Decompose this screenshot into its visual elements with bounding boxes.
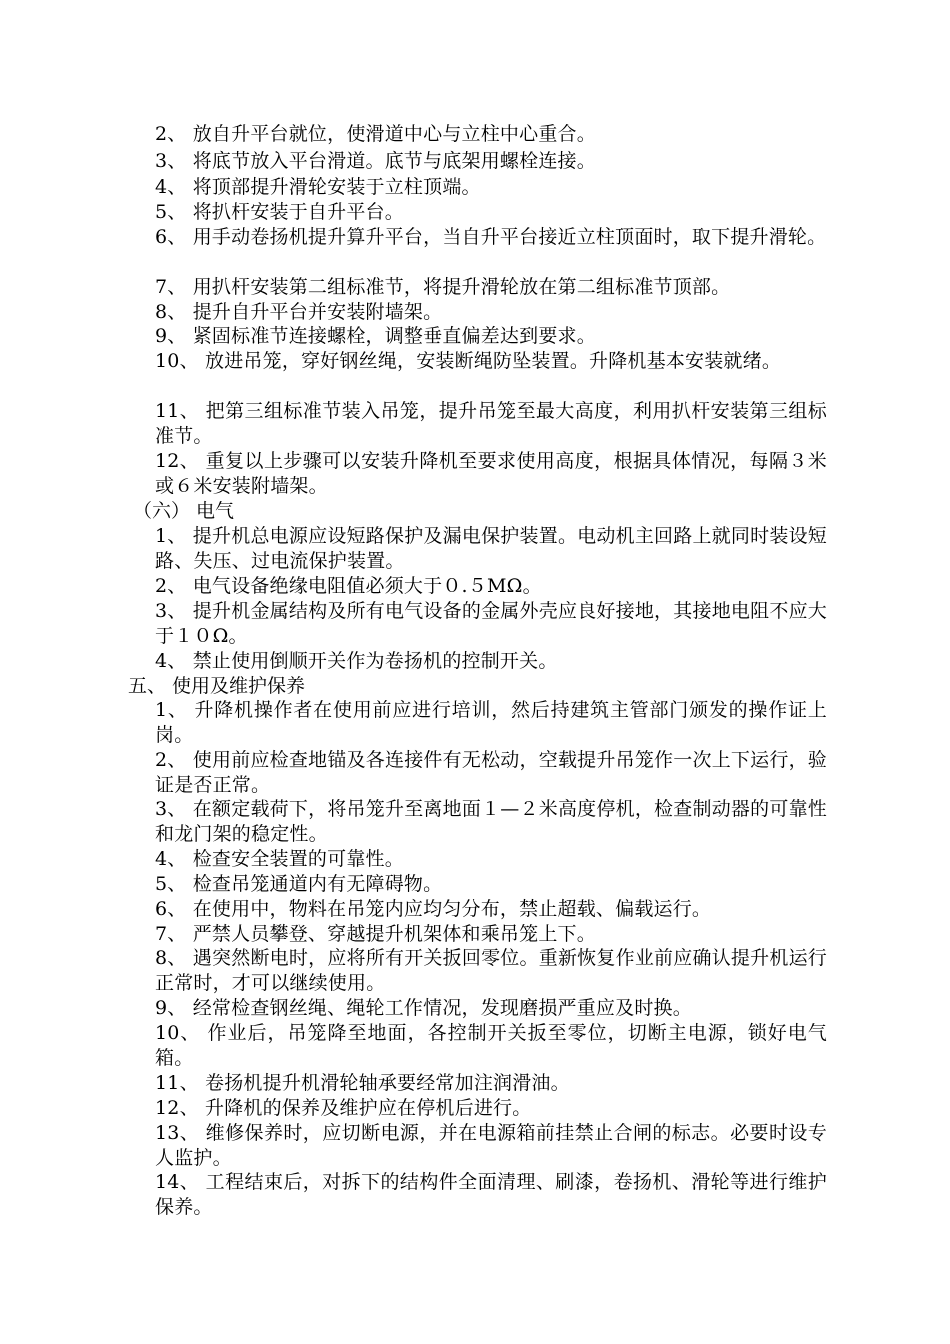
step-item: 8、 提升自升平台并安装附墙架。 [155, 301, 443, 323]
usage-item: 4、 检查安全装置的可靠性。 [155, 848, 404, 870]
step-item: 3、 将底节放入平台滑道。底节与底架用螺栓连接。 [155, 150, 596, 172]
usage-item: 12、 升降机的保养及维护应在停机后进行。 [155, 1097, 532, 1119]
usage-item: 1、 升降机操作者在使用前应进行培训，然后持建筑主管部门颁发的操作证上岗。 [155, 699, 827, 746]
electrical-item: 3、 提升机金属结构及所有电气设备的金属外壳应良好接地，其接地电阻不应大于１０Ω。 [155, 600, 827, 647]
step-item: 11、 把第三组标准节装入吊笼，提升吊笼至最大高度，利用扒杆安装第三组标准节。 [155, 400, 827, 447]
usage-item: 10、 作业后，吊笼降至地面，各控制开关扳至零位，切断主电源，锁好电气箱。 [155, 1022, 827, 1069]
section-heading-electrical: （六） 电气 [133, 500, 235, 522]
step-item: 4、 将顶部提升滑轮安装于立柱顶端。 [155, 176, 481, 198]
usage-item: 3、 在额定载荷下，将吊笼升至离地面１—２米高度停机，检查制动器的可靠性和龙门架的稳定性。 [155, 798, 827, 845]
usage-item: 2、 使用前应检查地锚及各连接件有无松动，空载提升吊笼作一次上下运行，验证是否正常。 [155, 749, 827, 796]
electrical-item: 1、 提升机总电源应设短路保护及漏电保护装置。电动机主回路上就同时装设短路、失压、过电流保护装置。 [155, 525, 827, 572]
section-heading-usage-maintenance: 五、 使用及维护保养 [128, 675, 306, 697]
usage-item: 14、 工程结束后，对拆下的结构件全面清理、刷漆，卷扬机、滑轮等进行维护保养。 [155, 1171, 827, 1218]
step-item: 9、 紧固标准节连接螺栓，调整垂直偏差达到要求。 [155, 325, 596, 347]
usage-item: 5、 检查吊笼通道内有无障碍物。 [155, 873, 443, 895]
step-item: 5、 将扒杆安装于自升平台。 [155, 201, 404, 223]
usage-item: 9、 经常检查钢丝绳、绳轮工作情况，发现磨损严重应及时换。 [155, 997, 692, 1019]
step-item: 2、 放自升平台就位，使滑道中心与立柱中心重合。 [155, 123, 596, 145]
step-item: 6、 用手动卷扬机提升算升平台，当自升平台接近立柱顶面时，取下提升滑轮。 [155, 226, 827, 248]
step-item: 10、 放进吊笼，穿好钢丝绳，安装断绳防坠装置。升降机基本安装就绪。 [155, 350, 782, 372]
usage-item: 8、 遇突然断电时，应将所有开关扳回零位。重新恢复作业前应确认提升机运行正常时，才可以继续使用。 [155, 947, 827, 994]
step-item: 12、 重复以上步骤可以安装升降机至要求使用高度，根据具体情况，每隔３米或６米安装附墙架。 [155, 450, 827, 497]
electrical-item: 2、 电气设备绝缘电阻值必须大于０.５MΩ。 [155, 575, 542, 597]
usage-item: 13、 维修保养时，应切断电源，并在电源箱前挂禁止合闸的标志。必要时设专人监护。 [155, 1122, 827, 1169]
usage-item: 7、 严禁人员攀登、穿越提升机架体和乘吊笼上下。 [155, 923, 596, 945]
electrical-item: 4、 禁止使用倒顺开关作为卷扬机的控制开关。 [155, 650, 558, 672]
usage-item: 6、 在使用中，物料在吊笼内应均匀分布，禁止超载、偏载运行。 [155, 898, 712, 920]
step-item: 7、 用扒杆安装第二组标准节，将提升滑轮放在第二组标准节顶部。 [155, 276, 731, 298]
usage-item: 11、 卷扬机提升机滑轮轴承要经常加注润滑油。 [155, 1072, 570, 1094]
